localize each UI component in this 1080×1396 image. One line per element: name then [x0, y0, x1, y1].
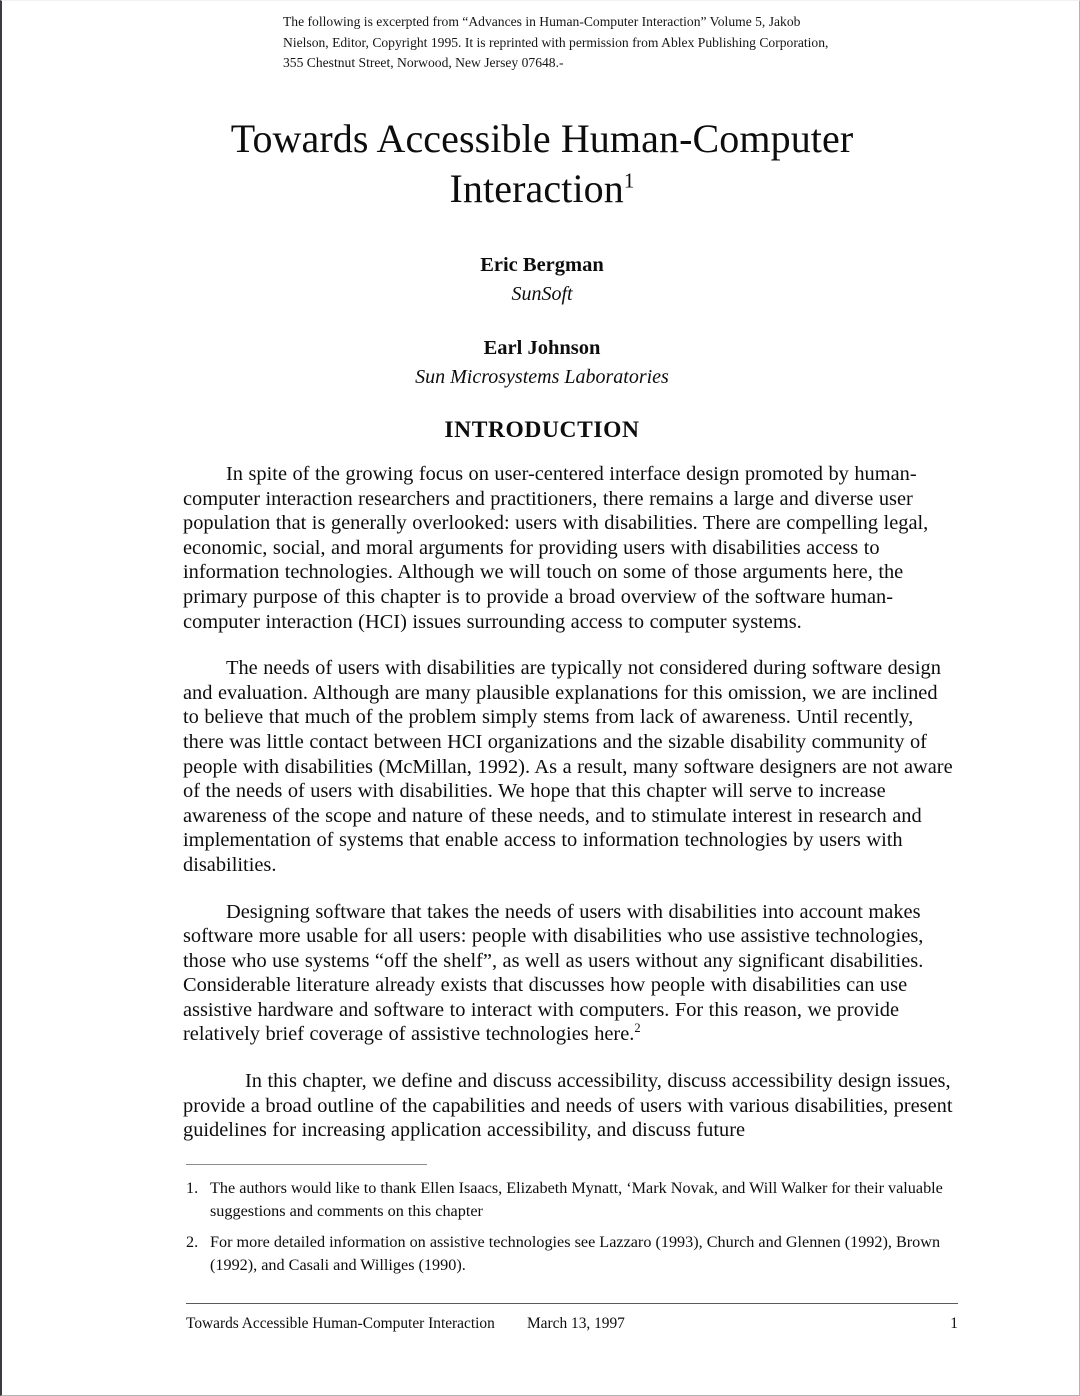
body-paragraph-text: Designing software that takes the needs of users with disabilities into account makes software more usable for all users: people with disabilities who use assistive technologies, those who use systems “off the shelf”, as well as users without any significant disabilities. Considerable literature already exists that discusses how people with disabilities can use assistive hardware and software to interact with computers. For this reason, we provide relatively brief coverage of assistive technologies here.	[183, 900, 924, 1046]
footer-document-title: Towards Accessible Human-Computer Interaction	[186, 1315, 495, 1332]
footnote-item	[186, 1177, 961, 1222]
footer-page-number: 1	[950, 1315, 958, 1332]
author-affiliation: SunSoft	[511, 283, 573, 305]
author-name: Earl Johnson	[483, 337, 601, 359]
author-entry	[152, 251, 932, 308]
author-affiliation: Sun Microsystems Laboratories	[415, 366, 669, 388]
footnote-item	[186, 1231, 961, 1276]
footer-row	[186, 1313, 958, 1335]
author-list	[152, 251, 932, 391]
footnote-number: 1.	[186, 1179, 199, 1197]
footnote-text: The authors would like to thank Ellen Isaacs, Elizabeth Mynatt, ‘Mark Novak, and Will Walker for their valuable suggestions and comments on this chapter	[210, 1179, 943, 1220]
section-heading-introduction: INTRODUCTION	[444, 417, 640, 443]
footer-date: March 13, 1997	[527, 1315, 625, 1332]
title-footnote-marker: 1	[623, 168, 635, 193]
body-paragraph: In spite of the growing focus on user-centered interface design promoted by human-computer interaction researchers and practitioners, there remains a large and diverse user population that is generally overlooked: users with disabilities. There are compelling legal, economic, social, and moral arguments for providing users with disabilities access to information technologies. Although we will touch on some of those arguments here, the primary purpose of this chapter is to provide a broad overview of the software human-computer interaction (HCI) issues surrounding access to computer systems.	[183, 463, 929, 633]
body-paragraph: The needs of users with disabilities are typically not considered during software design and evaluation. Although are many plausible explanations for this omission, we are inclined to believe that much of the problem simply stems from lack of awareness. Until recently, there was little contact between HCI organizations and the sizable disability community of people with disabilities (McMillan, 1992). As a result, many software designers are not aware of the needs of users with disabilities. We hope that this chapter will serve to increase awareness of the scope and nature of these needs, and to stimulate interest in research and implementation of systems that enable access to information technologies by users with disabilities.	[183, 657, 953, 876]
author-entry	[152, 334, 932, 391]
footnote-number: 2.	[186, 1233, 199, 1251]
footnote-separator-rule	[186, 1164, 427, 1165]
page-title	[152, 114, 932, 214]
footnote-text: For more detailed information on assistive technologies see Lazzaro (1993), Church and Glennen (1992), Brown (1992), and Casali and Williges (1990).	[210, 1233, 941, 1274]
body-paragraph	[183, 900, 958, 1048]
excerpt-note: The following is excerpted from “Advances in Human-Computer Interaction” Volume 5, Jakob Nielson, Editor, Copyright 1995. It is reprinted with permission from Ablex Publishing Corporation, 355 Chestnut Street, Norwood, New Jersey 07648.-	[283, 14, 829, 70]
body-content	[183, 462, 958, 1143]
body-paragraph: In this chapter, we define and discuss accessibility, discuss accessibility design issues, provide a broad outline of the capabilities and needs of users with various disabilities, present guidelines for increasing application accessibility, and discuss future	[183, 1070, 953, 1142]
body-footnote-marker: 2	[634, 1021, 641, 1036]
footnote-section	[186, 1164, 961, 1276]
page-title-text: Towards Accessible Human-Computer Interaction	[230, 116, 854, 211]
author-name: Eric Bergman	[480, 254, 604, 276]
footer-separator-rule	[186, 1303, 958, 1304]
page-footer	[186, 1303, 958, 1335]
